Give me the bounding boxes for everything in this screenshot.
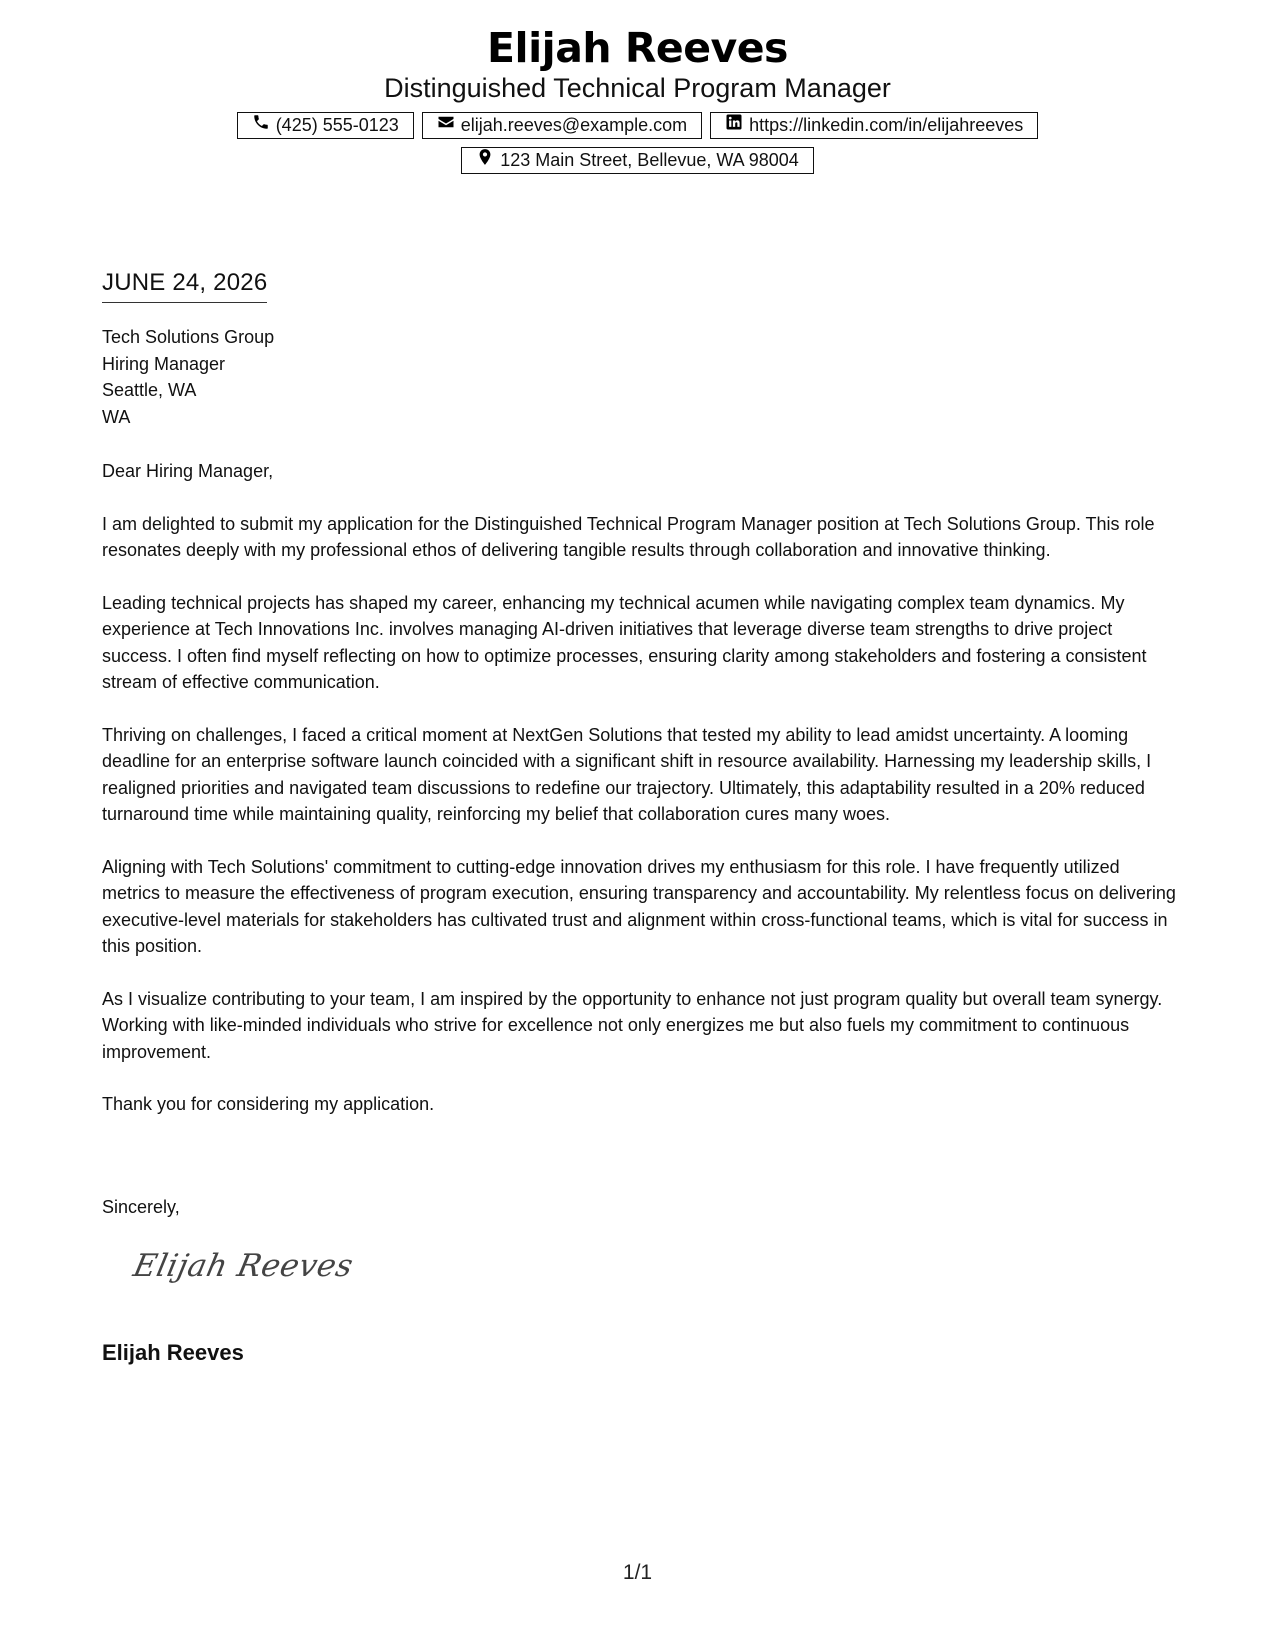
salutation: Dear Hiring Manager,	[102, 461, 274, 481]
contact-email-text[interactable]: elijah.reeves@example.com	[460, 115, 688, 135]
contact-linkedin-text[interactable]: https://linkedin.com/in/elijahreeves	[749, 115, 1024, 135]
recipient-block	[102, 324, 274, 430]
letter-header	[0, 22, 1275, 174]
contact-phone	[237, 112, 414, 139]
map-pin-icon	[476, 147, 494, 174]
envelope-icon	[437, 112, 455, 139]
body-paragraph: Thriving on challenges, I faced a critical moment at NextGen Solutions that tested my ability to lead amidst uncertainty. A looming deadline for an enterprise software launch coincided with a significant shift in resource availability. Harnessing my leadership skills, I realigned priorities and navigated team discussions to redefine our trajectory. Ultimately, this adaptability resulted in a 20% reduced turnaround time while maintaining quality, reinforcing my belief that collaboration cures many woes.	[102, 724, 1152, 824]
valediction: Sincerely,	[102, 1197, 180, 1217]
phone-icon	[252, 112, 270, 139]
page-number: 1/1	[622, 1561, 653, 1584]
applicant-name: Elijah Reeves	[487, 24, 788, 72]
thanks-line: Thank you for considering my application.	[102, 1094, 435, 1114]
applicant-title: Distinguished Technical Program Manager	[384, 73, 891, 103]
contact-address	[461, 147, 814, 174]
contact-linkedin[interactable]	[710, 112, 1038, 139]
recipient-name: Hiring Manager	[102, 353, 226, 374]
letter-body	[102, 458, 1182, 1144]
handwritten-signature: Elijah Reeves	[130, 1248, 357, 1284]
recipient-state: WA	[102, 406, 131, 427]
contact-address-text: 123 Main Street, Bellevue, WA 98004	[500, 150, 799, 170]
body-paragraph: I am delighted to submit my application for the Distinguished Technical Program Manager position at Tech Solutions Group. This role resonates deeply with my professional ethos of delivering tangible results through collaboration and innovative thinking.	[102, 513, 1155, 560]
body-paragraph: Leading technical projects has shaped my career, enhancing my technical acumen while navigating complex team dynamics. My experience at Tech Innovations Inc. involves managing AI-driven initiatives that leverage diverse team strengths to drive project success. I often find myself reflecting on how to optimize processes, ensuring clarity among stakeholders and fostering a consistent stream of effective communication.	[102, 592, 1147, 692]
body-paragraph: As I visualize contributing to your team, I am inspired by the opportunity to enhance not just program quality but overall team synergy. Working with like-minded individuals who strive for excellence not only energizes me but also fuels my commitment to continuous improvement.	[102, 988, 1163, 1062]
contact-row-primary	[0, 112, 1275, 139]
recipient-city: Seattle, WA	[102, 380, 197, 400]
letter-date: JUNE 24, 2026	[102, 268, 267, 303]
contact-phone-text: (425) 555-0123	[275, 115, 399, 135]
recipient-company: Tech Solutions Group	[102, 327, 275, 347]
linkedin-icon	[725, 112, 743, 139]
contact-email[interactable]	[422, 112, 702, 139]
signer-name: Elijah Reeves	[102, 1340, 244, 1365]
contact-row-secondary	[0, 147, 1275, 174]
body-paragraph: Aligning with Tech Solutions' commitment to cutting-edge innovation drives my enthusiasm for this role. I have frequently utilized metrics to measure the effectiveness of program execution, ensuring transparency and accountability. My relentless focus on delivering executive-level materials for stakeholders has cultivated trust and alignment within cross-functional teams, which is vital for success in this position.	[102, 856, 1176, 956]
